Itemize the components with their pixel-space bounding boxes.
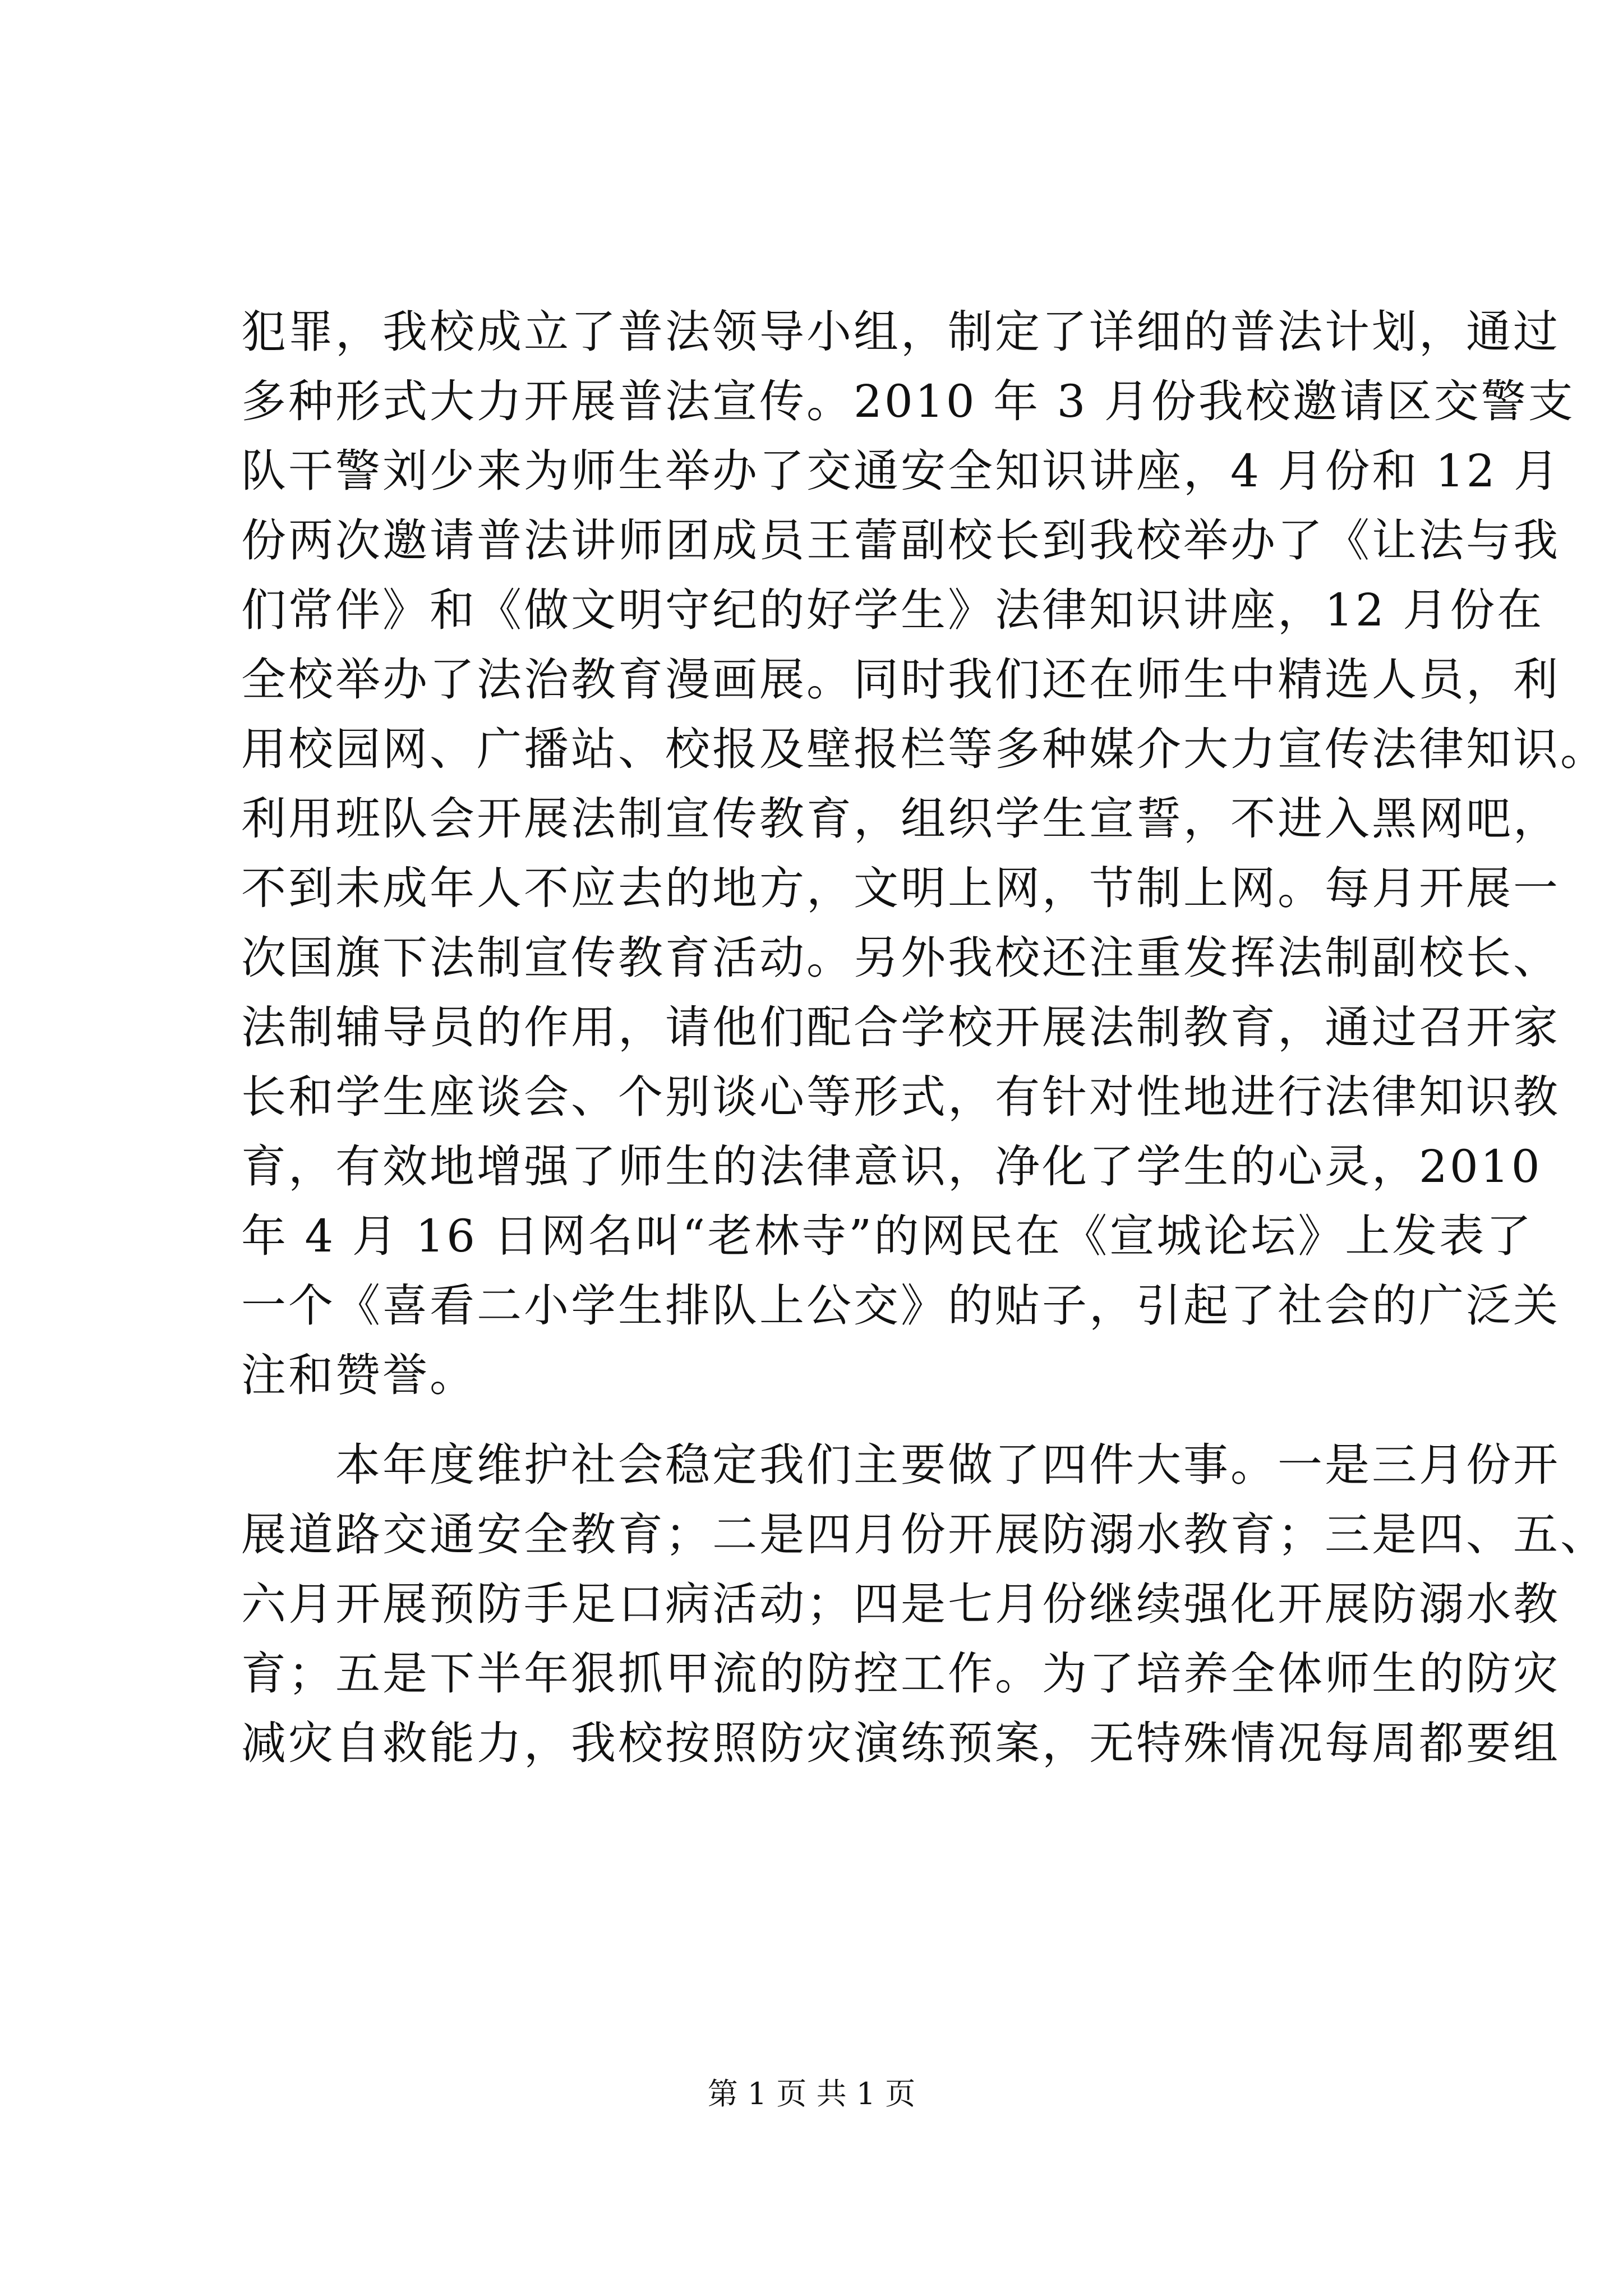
text-line: 不到未成年人不应去的地方，文明上网，节制上网。每月开展一 — [241, 862, 1560, 914]
text-line: 用校园网、广播站、校报及壁报栏等多种媒介大力宣传法律知识。 — [241, 723, 1607, 775]
paragraph-2 — [241, 1430, 1607, 1778]
text-line: 六月开展预防手足口病活动；四是七月份继续强化开展防溺水教 — [241, 1578, 1560, 1630]
text-line: 育；五是下半年狠抓甲流的防控工作。为了培养全体师生的防灾 — [241, 1648, 1560, 1700]
text-line: 一个《喜看二小学生排队上公交》的贴子，引起了社会的广泛关 — [241, 1280, 1560, 1332]
paragraph-1 — [241, 297, 1607, 1410]
paragraph-spacer — [241, 1410, 1415, 1430]
text-line: 多种形式大力开展普法宣传。2010 年 3 月份我校邀请区交警支 — [241, 375, 1575, 427]
text-line: 长和学生座谈会、个别谈心等形式，有针对性地进行法律知识教 — [241, 1071, 1560, 1123]
text-line: 全校举办了法治教育漫画展。同时我们还在师生中精选人员，利 — [241, 654, 1560, 706]
text-line: 本年度维护社会稳定我们主要做了四件大事。一是三月份开 — [241, 1439, 1560, 1491]
document-body — [241, 297, 1607, 1778]
text-line: 年 4 月 16 日网名叫“老林寺”的网民在《宣城论坛》上发表了 — [241, 1210, 1534, 1262]
text-line: 犯罪，我校成立了普法领导小组，制定了详细的普法计划，通过 — [241, 306, 1560, 358]
text-line: 利用班队会开展法制宣传教育，组织学生宣誓，不进入黑网吧， — [241, 793, 1560, 845]
page-footer: 第 1 页 共 1 页 — [707, 2076, 916, 2111]
text-line: 法制辅导员的作用，请他们配合学校开展法制教育，通过召开家 — [241, 1001, 1560, 1053]
text-line: 次国旗下法制宣传教育活动。另外我校还注重发挥法制副校长、 — [241, 932, 1560, 984]
text-line: 展道路交通安全教育；二是四月份开展防溺水教育；三是四、五、 — [241, 1508, 1607, 1561]
text-line: 队干警刘少来为师生举办了交通安全知识讲座，4 月份和 12 月 — [241, 445, 1561, 497]
text-line: 育，有效地增强了师生的法律意识，净化了学生的心灵，2010 — [241, 1140, 1542, 1193]
text-line: 减灾自救能力，我校按照防灾演练预案，无特殊情况每周都要组 — [241, 1717, 1560, 1769]
text-line: 份两次邀请普法讲师团成员王蕾副校长到我校举办了《让法与我 — [241, 514, 1560, 567]
text-line: 注和赞誉。 — [241, 1349, 477, 1401]
text-line: 们常伴》和《做文明守纪的好学生》法律知识讲座，12 月份在 — [241, 584, 1544, 636]
